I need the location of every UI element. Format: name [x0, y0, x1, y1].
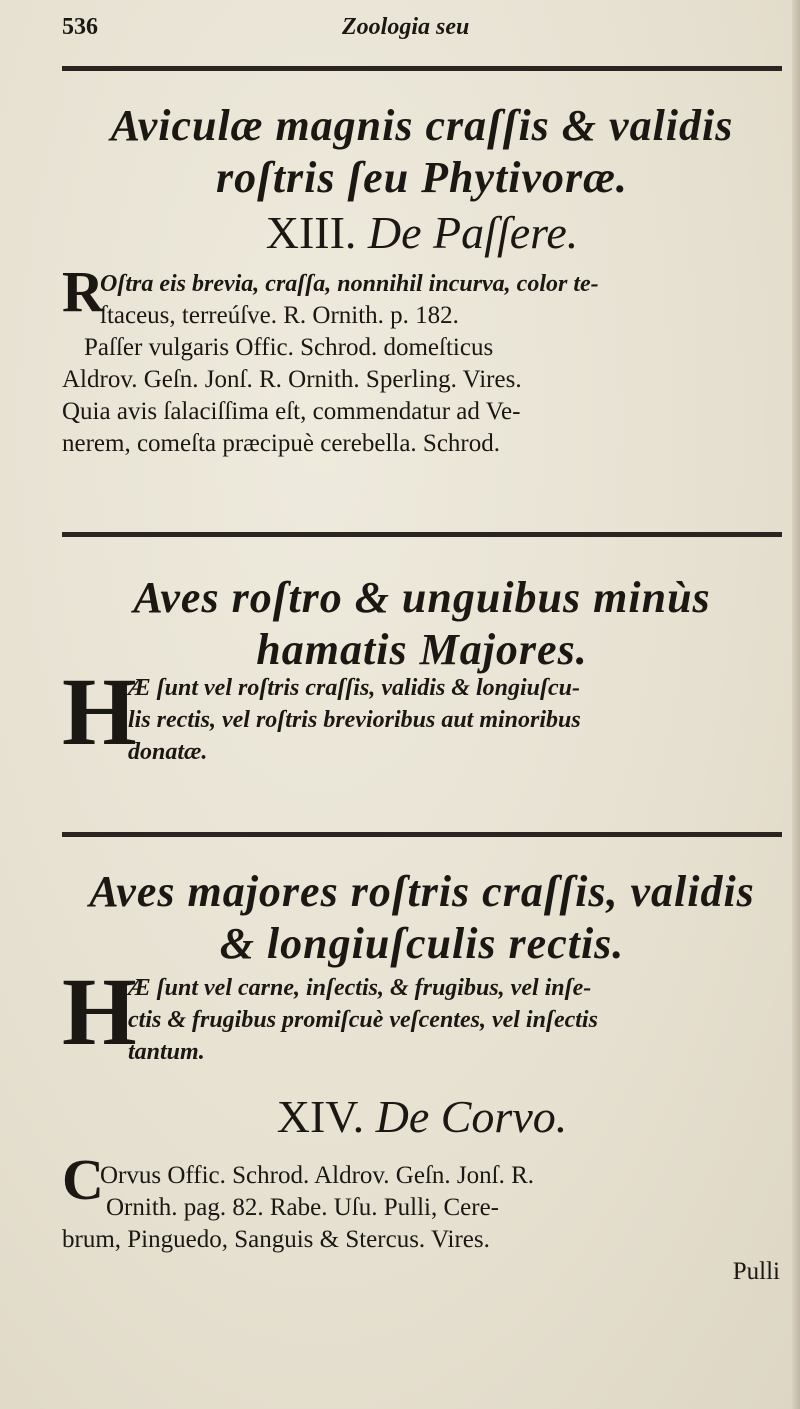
- text-line: donatæ.: [128, 739, 208, 765]
- drop-cap: C: [62, 1147, 104, 1212]
- catchword: Pulli: [732, 1258, 780, 1285]
- text-line: Oſtra eis brevia, craſſa, nonnihil incurva, color te-: [100, 271, 599, 297]
- section-heading-2: [62, 572, 782, 676]
- text-line: Ornith. pag. 82. Rabe. Uſu. Pulli, Cere-: [106, 1194, 499, 1221]
- chapter14-text: [62, 1160, 790, 1288]
- text-line: ſtaceus, terreúſve. R. Ornith. p. 182.: [100, 302, 459, 329]
- running-title: Zoologia seu: [342, 14, 470, 40]
- text-line: Orvus Offic. Schrod. Aldrov. Geſn. Jonſ. R.: [100, 1162, 534, 1189]
- header-rule: [62, 66, 782, 71]
- heading-line: Aves majores roſtris craſſis, validis: [89, 867, 755, 916]
- text-line: Aldrov. Geſn. Jonſ. R. Ornith. Sperling. Vires.: [62, 366, 522, 393]
- heading-line: Aves roſtro & unguibus minùs: [133, 573, 711, 622]
- heading-line: Aviculæ magnis craſſis & validis: [110, 101, 734, 150]
- chapter-heading-14: [62, 1090, 782, 1144]
- text-line: Æ ſunt vel carne, inſectis, & frugibus, vel inſe-: [128, 975, 592, 1001]
- chapter-number: XIII.: [265, 207, 357, 258]
- chapter13-text: [62, 268, 790, 460]
- text-line: Æ ſunt vel roſtris craſſis, validis & longiuſcu-: [128, 675, 580, 701]
- page-edge: [792, 0, 800, 1409]
- heading-line: roſtris ſeu Phytivoræ.: [216, 153, 628, 202]
- heading-line: hamatis Majores.: [256, 625, 588, 674]
- text-line: ctis & frugibus promiſcuè veſcentes, vel inſectis: [128, 1007, 598, 1033]
- page-header: [62, 10, 782, 50]
- section-heading-1: [62, 100, 782, 204]
- text-line: tantum.: [128, 1039, 205, 1065]
- drop-cap: H: [62, 658, 137, 765]
- section3-text: [128, 972, 788, 1068]
- section-rule: [62, 832, 782, 837]
- text-line: lis rectis, vel roſtris brevioribus aut minoribus: [128, 707, 581, 733]
- chapter-title: De Paſſere.: [367, 207, 579, 258]
- heading-line: & longiuſculis rectis.: [219, 919, 625, 968]
- page-number: 536: [62, 14, 98, 40]
- text-line: nerem, comeſta præcipuè cerebella. Schrod.: [62, 430, 501, 457]
- drop-cap: H: [62, 958, 137, 1065]
- text-line: Paſſer vulgaris Offic. Schrod. domeſticus: [84, 334, 494, 361]
- text-line: Quia avis ſalaciſſima eſt, commendatur ad Ve-: [62, 398, 521, 425]
- chapter-heading-13: [62, 206, 782, 260]
- drop-cap: R: [62, 259, 104, 324]
- text-line: brum, Pinguedo, Sanguis & Stercus. Vires.: [62, 1226, 490, 1253]
- section-heading-3: [62, 866, 782, 970]
- chapter-number: XIV.: [276, 1091, 365, 1142]
- chapter-title: De Corvo.: [375, 1091, 568, 1142]
- section2-text: [128, 672, 788, 768]
- section-rule: [62, 532, 782, 537]
